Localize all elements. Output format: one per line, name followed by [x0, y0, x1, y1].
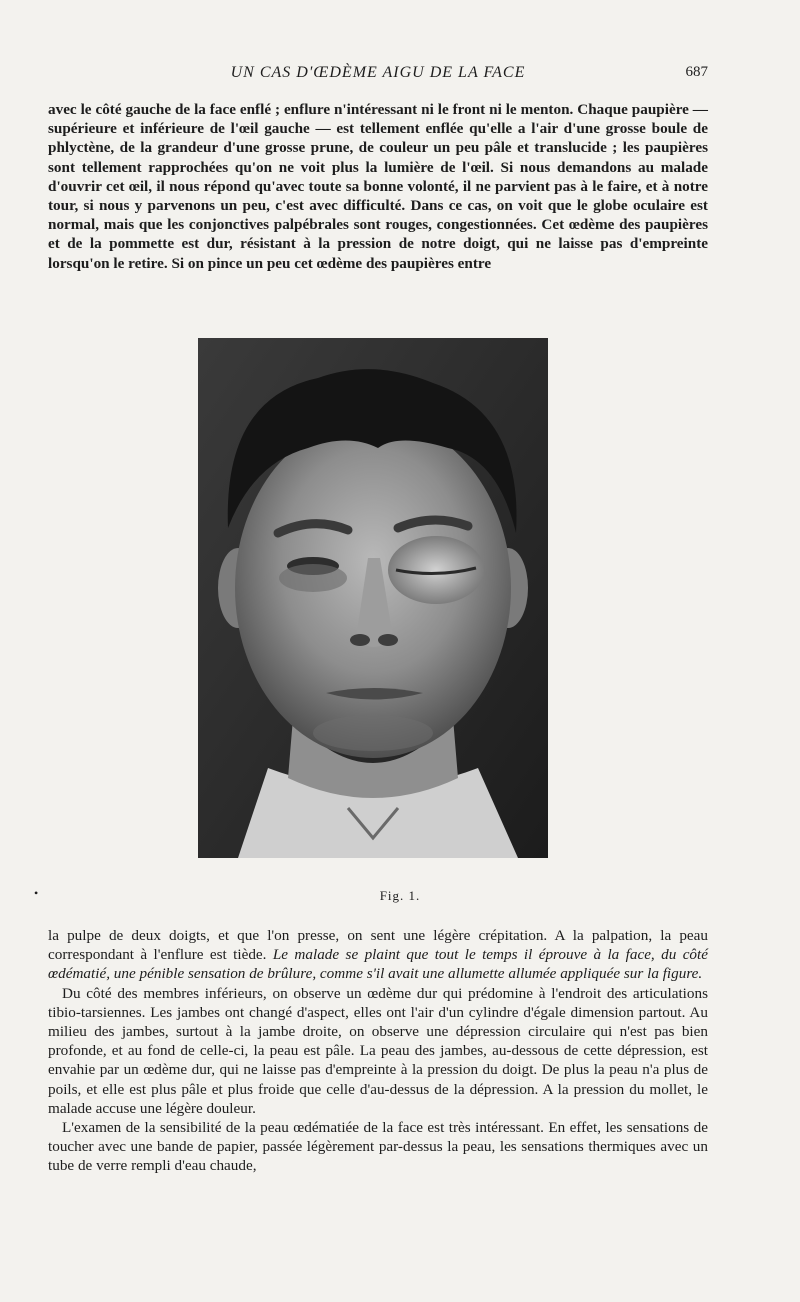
patient-photograph [198, 338, 548, 858]
body-text-top [48, 100, 708, 273]
margin-mark: • [34, 886, 39, 900]
paragraph-1 [48, 926, 708, 984]
paragraph-1-italic: Le malade se plaint que tout le temps il éprouve à la face, du côté œdématié, une pénible sensation de brûlure, comme s'il avait une allumette allumée appliquée sur la figure. [48, 946, 708, 983]
paragraph-top: avec le côté gauche de la face enflé ; enflure n'intéressant ni le front ni le menton. Chaque paupière — supérieure et inférieure de l'œil gauche — est tellement enflée qu'elle a l'air d'une grosse boule de phlyctène, de la grandeur d'une grosse prune, de couleur un peu pâle et translucide ; les paupières sont tellement rapprochées qu'on ne voit plus la lumière de l'œil. Si nous demandons au malade d'ouvrir cet œil, il nous répond qu'avec toute sa bonne volonté, il ne parvient pas à le faire, et à notre tour, si nous y parvenons un peu, c'est avec difficulté. Dans ce cas, on voit que le globe oculaire est normal, mais que les conjonctives palpébrales sont rouges, congestionnées. Cet œdème des paupières et de la pommette est dur, résistant à la pression de notre doigt, qui ne laisse pas d'empreinte lorsqu'on le retire. Si on pince un peu cet œdème des paupières entre [48, 101, 708, 272]
face-photo-illustration [198, 338, 548, 858]
page-header [48, 60, 708, 88]
running-title: UN CAS D'ŒDÈME AIGU DE LA FACE [230, 64, 526, 81]
page-number: 687 [685, 64, 708, 80]
body-text-bottom [48, 926, 708, 1176]
paragraph-2: Du côté des membres inférieurs, on observe un œdème dur qui prédomine à l'endroit des articulations tibio-tarsiennes. Les jambes ont changé d'aspect, elles ont l'air d'un cylindre d'égale dimension partout. Au milieu des jambes, surtout à la jambe droite, on observe une dépression circulaire qui n'est pas bien profonde, et au fond de celle-ci, la peau est pâle. La peau des jambes, au-dessous de cette dépression, est envahie par un œdème dur, qui ne laisse pas d'empreinte à la pression du doigt. De plus la peau n'a plus de poils, et elle est plus pâle et plus froide que celle d'au-dessus de la dépression. A la pression du mollet, le malade accuse une légère douleur. [48, 984, 708, 1117]
figure-caption: Fig. 1. [379, 888, 421, 903]
paragraph-3: L'examen de la sensibilité de la peau œdématiée de la face est très intéressant. En effet, les sensations de toucher avec une bande de papier, passée légèrement par-dessus la peau, les sensations thermiques avec un tube de verre rempli d'eau chaude, [48, 1119, 708, 1175]
paragraph-1-text: la pulpe de deux doigts, et que l'on presse, on sent une légère crépitation. A la palpation, la peau correspondant à l'enflure est tiède. [48, 927, 708, 964]
